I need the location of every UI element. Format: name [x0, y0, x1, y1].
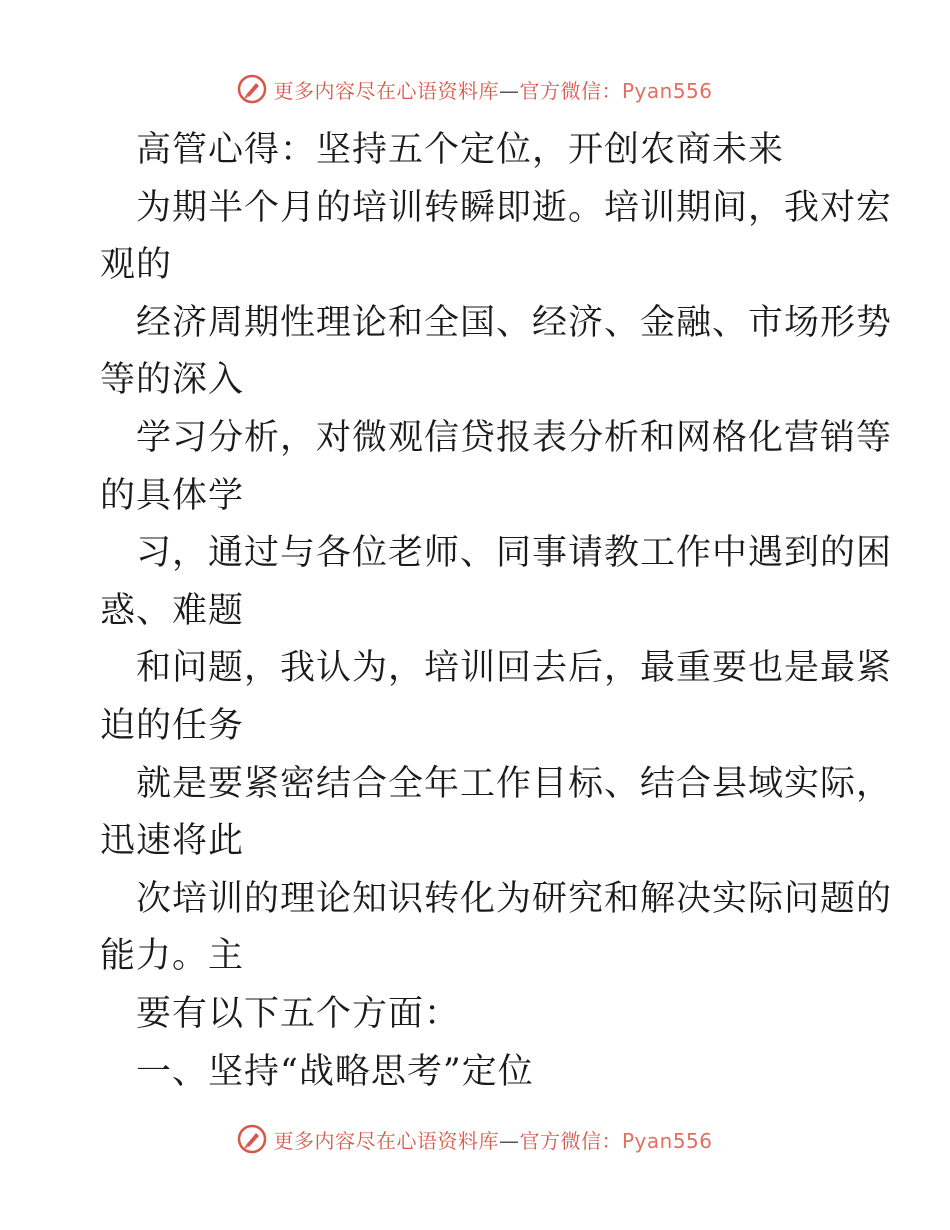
paragraph-line: 能力。主: [100, 936, 245, 977]
paragraph-line: 惑、难题: [100, 590, 245, 631]
paragraph-line: 迅速将此: [100, 821, 245, 862]
paragraph-line: 的具体学: [100, 475, 245, 516]
pen-logo-icon: [237, 1124, 267, 1154]
paragraph-line: 要有以下五个方面：: [136, 993, 461, 1034]
watermark-text: 更多内容尽在心语资料库—官方微信：Pyan556: [273, 78, 713, 103]
watermark-footer: [0, 1124, 950, 1154]
document-title: 高管心得：坚持五个定位，开创农商未来: [136, 130, 785, 170]
pen-logo-icon: [237, 74, 267, 104]
paragraph-line: 次培训的理论知识转化为研究和解决实际问题的: [136, 878, 893, 919]
paragraph-line: 迫的任务: [100, 705, 245, 746]
paragraph-line: 就是要紧密结合全年工作目标、结合县域实际，: [136, 763, 893, 804]
watermark-text: 更多内容尽在心语资料库—官方微信：Pyan556: [273, 1128, 713, 1153]
paragraph-line: 为期半个月的培训转瞬即逝。培训期间，我对宏: [136, 187, 893, 228]
paragraph-line: 等的深入: [100, 360, 245, 401]
section-heading: 一、坚持“战略思考”定位: [136, 1051, 534, 1092]
paragraph-line: 经济周期性理论和全国、经济、金融、市场形势: [136, 302, 893, 343]
paragraph-line: 学习分析，对微观信贷报表分析和网格化营销等: [136, 417, 893, 458]
paragraph-line: 和问题，我认为，培训回去后，最重要也是最紧: [136, 648, 893, 689]
watermark-header: [0, 74, 950, 104]
paragraph-line: 观的: [100, 245, 173, 286]
document-body: [100, 122, 893, 1101]
paragraph-line: 习，通过与各位老师、同事请教工作中遇到的困: [136, 533, 893, 574]
